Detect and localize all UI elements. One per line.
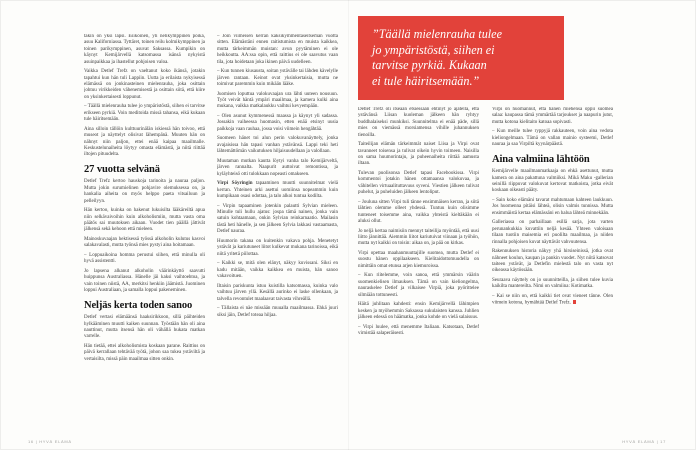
body-paragraph: – Loppuaikoina homma perustui siihen, että minulla oli hyvä assistentti. bbox=[84, 253, 205, 265]
body-paragraph: Virpi Söyringin tapaaminen muutti suunnitelmat vielä kerran. Yhteinen arki asettui uomiinsa nopeammin kuin kumpikaan osasi odottaa, ja talo alkoi tuntua kodilta. bbox=[217, 181, 338, 200]
body-paragraph: – Virpin tapaaminen jotenkin palautti Sylvian mieleen. Minulle tuli hullu ajatus: jospa tämä nainen, jonka vain satuin kohtaamaan, onkin Sylvian reinkarnaatio. Mailasin tästä heti hänelle, ja sen jälkeen Sylvia lakkasi vastaamasta, Detlef nauraa. bbox=[217, 203, 338, 235]
right-page-footer: HYVÄ ELÄMÄ | 17 bbox=[622, 439, 666, 444]
body-paragraph: Jo lapsena alkanut alkoholin väärinkäyttö saavutti huippunsa Australiassa. Hänelle jäi kaksi vaihtoehtoa, ja vain toinen niistä, AA, merkitsi henkiin jäämistä. Juominen loppui Australiaan, ja samalla loppui pakeneminen. bbox=[84, 269, 205, 294]
body-paragraph: Taiteilijan elämän tärkeimmät naiset Liisa ja Virpi ovat tavanneet toisensa ja tulivat oikein hyvin toimeen. Naisilla on sama huumorintaju, ja puheenaiheita riittää aamusta iltaan. bbox=[358, 142, 479, 167]
body-paragraph: – Join viimeisen kerran kaksikymmentäseitsemän vuotta sitten. Elämästäni ennen raitistumista en muista kaikkea, mutta tärkeimmän muistan: avun pyytäminen ei ole heikkoutta. AA:ssa opin, että raittius ei ole saavutus vaan tila, jota hoidetaan joka ikinen päivä uudelleen. bbox=[217, 34, 338, 65]
body-paragraph: Juomisen loputtua valokuvaajan ura lähti uuteen nousuun. Työt veivät häntä ympäri maailmaa, ja kamera kulki aina mukana, vaikka matkalaukku vaihtui kevyempään. bbox=[217, 91, 338, 110]
body-paragraph: – Tällaista ei näe missään muualla maailmassa. Ehkä juuri siksi jäin, Detlef toteaa hiljaa. bbox=[217, 306, 338, 318]
body-paragraph: Hän tietää, ettei alkoholismista koskaan parane. Raittius on päivä kerrallaan tehtävää työtä, johon saa tukea ystäviltä ja vertaisilta, missä päin maailmaa sitten onkin. bbox=[84, 343, 205, 362]
body-paragraph: Rakennuksen historia näkyy yhä hirsiseinissä, jotka ovat nähneet koulun, kaupan ja pankin vuodet. Nyt niitä katsovat taiteen ystävät, ja Detlefin mielestä talo on vasta nyt oikeassa käytössään. bbox=[492, 249, 613, 274]
body-paragraph: Detlef vertasi elämäänsä haaksirikkoon, sillä päihteiden hylkääminen muutti kaiken suunnan. Työstään hän oli aina nauttinut, mutta itsensä hän oli vähällä hukata matkan varrelle. bbox=[84, 315, 205, 340]
section-heading: Neljäs kerta toden sanoo bbox=[84, 300, 193, 312]
body-paragraph: – Täällä mielenrauha tulee jo ympäristöstä, siihen ei tarvitse erikseen pyrkiä. Voin meditoida missä tahansa, eikä kukaan tule häiritsemään. bbox=[84, 104, 205, 123]
body-paragraph: Kemijärvelle maailmanmatkaaja on ehkä asettunut, mutta kamera on aina pakattuna valmiiksi. Mikä Maku -gallerian seinillä riippuvat valokuvat kertovat matkoista, jotka eivät koskaan oikeasti pääty. bbox=[492, 169, 613, 194]
body-paragraph: – Kaikki se, mitä olen elänyt, näkyy kuvissani. Siksi en kadu mitään, vaikka kaikkea en muista, hän sanoo vakavoituen. bbox=[217, 261, 338, 280]
inline-bold-name: Virpi Söyringin bbox=[217, 181, 253, 187]
body-paragraph: Vaikka Detlef Trefz on vaeltanut koko ikänsä, jotakin tapahtui kun hän tuli Lappiin. Uutta ja erilaista nykyisessä elämässä on jonkinasteinen mielenrauha, joka osittain johtuu virikkeiden vähenemisestä ja osittain siitä, että kiire on yksinkertaisesti loppunut. bbox=[84, 69, 205, 100]
body-paragraph: Hän kertoo, kuinka on hakenut lukuisilta lääkäreiltä apua niin selkävaivoihin kuin alkoholismiin, mutta vasta oma päätös sai muutoksen aikaan. Vuodet tien päällä jättivät jälkensä sekä kehoon että mieleen. bbox=[84, 208, 205, 233]
pull-quote-line: ei tule häiritsemään.” bbox=[372, 73, 480, 88]
right-page-column-2 bbox=[492, 107, 613, 438]
page-gutter bbox=[348, 0, 349, 450]
body-paragraph: Iltaisin pariskunta istuu kuistilla katsomassa, kuinka valo vaihtuu järven yllä. Kesällä aurinko ei laske ollenkaan, ja talvella revontulet maalaavat taivasta vihreällä. bbox=[217, 283, 338, 302]
body-paragraph: Häitä juhlitaan kahdesti: ensin Kemijärvellä lähimpien kesken ja myöhemmin Saksassa sukulaisten kanssa. Juhlien jälkeen edessä on häämatka, jonka kohde on vielä salaisuus. bbox=[358, 302, 479, 321]
body-paragraph: – Kun riitelemme, voin sanoa, että ymmärsin väärin suomenkielisen ilmauksen. Tämä on vain kieliongelma, nauraskelee Detlef ja vilkaisee Virpiä, joka pyörittelee silmiään tottuneesti. bbox=[358, 273, 479, 298]
body-paragraph: Detlef Trefz oli itseään etsiessään ehtinyt jo ajatella, että ystävänsä Liisan kuoleman jälkeen hän ryhtyy buddhalaiseksi munkiksi. Suunnitelma ei enää päde, sillä mies on viemässä morsiamensa vihille juhannuksen tienoilla. bbox=[358, 107, 479, 138]
body-paragraph: Huumorin takana on kuitenkin vakava pohja. Menetetyt ystävät ja kariutuneet liitot kulkevat mukana tarinoissa, eikä niitä yritetä piilottaa. bbox=[217, 238, 338, 257]
body-paragraph: – Virpi luulee, että menemme Italiaan. Katsotaan, Detlef virnistää salaperäisesti. bbox=[358, 324, 479, 337]
section-heading: 27 vuotta selvänä bbox=[84, 164, 160, 176]
body-paragraph: – Kun meille tulee ryppyjä rakkauteen, voin aina vedota kieliongelmaan. Tämä on vallan mainio systeemi, Detlef nauraa ja saa Virpiltä kyynärpäästä. bbox=[492, 129, 613, 148]
body-paragraph: Virpi on huomannut, että hänen miehensä oppii suomea salaa: kaupassa tämä ymmärtää tarjoukset ja naapurin jutut, mutta kotona kielitaito katoaa sopivasti. bbox=[492, 107, 613, 125]
right-page-column-1 bbox=[358, 107, 479, 438]
body-paragraph: Muutaman mutkan kautta löytyi vanha talo Kemijärveltä, järven rannalta. Naapurit auttoivat remontissa, ja kyläyhteisö otti tulokkaan nopeasti omakseen. bbox=[217, 158, 338, 177]
body-paragraph: Mainoskuvaajan hektisessä työssä alkoholin kulutus kasvoi salakavalasti, mutta työnsä mies pystyi aina hoitamaan. bbox=[84, 237, 205, 249]
body-paragraph: – Olen asunut kymmenessä maassa ja käynyt yli sadassa. Jossakin vaiheessa huomasin, etten enää etsinyt uusia paikkoja vaan rauhaa, jossa voisi viimein hengähtää. bbox=[217, 114, 338, 132]
body-paragraph: Jo neljä kertaa naimisiin mennyt taiteilija myöntää, että uusi liitto jännittää. Aiemmin liitot kariutuivat viinaan ja työhön, mutta nyt kaikki on toisin: aikaa on, ja pää on kirkas. bbox=[358, 228, 479, 247]
article-end-icon bbox=[573, 300, 577, 304]
pull-quote-box bbox=[358, 16, 564, 100]
left-page-footer: 16 | HYVÄ ELÄMÄ bbox=[28, 439, 72, 444]
body-paragraph: takin on yksi lapsi. Esikoinen, yli nelikymppinen poika, asuu Kaliforniassa. Tyttäret, toinen reilu kolmikymppinen ja toinen parikymppinen, asuvat Saksassa. Kumpikin on käynyt Kemijärvellä katsomassa isänsä nykyistä asuinpaikkaa ja ihastellut pohjoisen valoa. bbox=[84, 34, 205, 65]
body-paragraph: – Sain koko elämäni tavarat mahtumaan kahteen laukkuun. Jos huomenna pitäisi lähteä, olisin valmis tunnissa. Mutta ensimmäistä kertaa elämässäni en halua lähteä minnekään. bbox=[492, 197, 613, 216]
body-paragraph: Tulevan puolisonsa Detlef tapasi Facebookissa. Virpi kommentoi jotakin hänen ottamaansa valokuvaa, ja vähitellen virtuaalituttavuus syveni. Viestien jälkeen tulivat puhelut, ja puheluiden jälkeen lentoliput. bbox=[358, 171, 479, 196]
left-page-column-2 bbox=[217, 34, 338, 440]
pull-quote-line: jo ympäristöstä, siihen ei bbox=[372, 42, 495, 57]
body-paragraph: Suomeen hänet toi alun perin valokuvanäyttely, jonka avajaisissa hän tapasi vanhan ystävänsä. Lappi teki heti lähtemättömän vaikutuksen hiljaisuudellaan ja valollaan. bbox=[217, 136, 338, 155]
body-paragraph: Galleriassa on parhaillaan esillä sarja, jota varten perunankukkia kuvattiin neljä kesää. Yhteen valoisaan tilaan tuotiin maisemia eri puolilta maailmaa, ja niiden rinnalla pohjoisen kuvat näyttävät vahvuutensa. bbox=[492, 220, 613, 245]
left-page-column-1 bbox=[84, 34, 205, 440]
pull-quote-line: ”Täällä mielenrauha tulee bbox=[372, 27, 502, 41]
section-heading: Aina valmiina lähtöön bbox=[492, 154, 590, 166]
body-paragraph: – Kai se niin on, että kaikki tiet ovat vieneet tänne. Olen viimein kotona, hymähtää Detlef Trefz. bbox=[492, 293, 613, 306]
body-paragraph: Detlef Trefz kertoo hauskoja tarinoita ja nauraa paljon. Mutta jokin surumielinen pohjavire olemuksessa on, ja hankalia aiheita on myös helppo paeta vitsailuun ja pelleilyyn. bbox=[84, 179, 205, 204]
pull-quote-line: tarvitse pyrkiä. Kukaan bbox=[372, 58, 487, 73]
body-paragraph: – Kun tunnen kiusausta, soitan ystävälle tai lähden kävelylle järven rantaan. Keinot ovat yksinkertaisia, mutta ne toimivat paremmin kuin mikään lääke. bbox=[217, 69, 338, 88]
body-paragraph: – Jouluna sitten Virpi tuli tänne ensimmäisen kerran, ja siitä lähtien olemme olleet yhdessä. Tuntuu kuin olisimme tunteneet toisemme aina, vaikka yhteistä kieltäkään ei aluksi ollut. bbox=[358, 199, 479, 225]
body-paragraph: Virpi opettaa maahanmuuttajille suomea, mutta Detlef ei suostu hänen oppilaakseen. Kielitaidottomuudella on nimittäin omat etunsa arjen kiemuroissa. bbox=[358, 251, 479, 269]
body-paragraph: Seuraava näyttely on jo suunnitteilla, ja siihen tulee kuvia kaikilta mantereilta. Nimi on valmiina: Kotimatka. bbox=[492, 277, 613, 290]
body-paragraph: Aina silloin tällöin kulttuurinälän iskiessä hän toivoo, että museot ja näyttelyt olisivat lähempänä. Muuten hän on nähnyt niin paljon, ettei enää kaipaa maailmalle. Keskustelunaiheita löytyy omasta elämästä, ja niitä riittää iltojen pituudelta. bbox=[84, 126, 205, 158]
